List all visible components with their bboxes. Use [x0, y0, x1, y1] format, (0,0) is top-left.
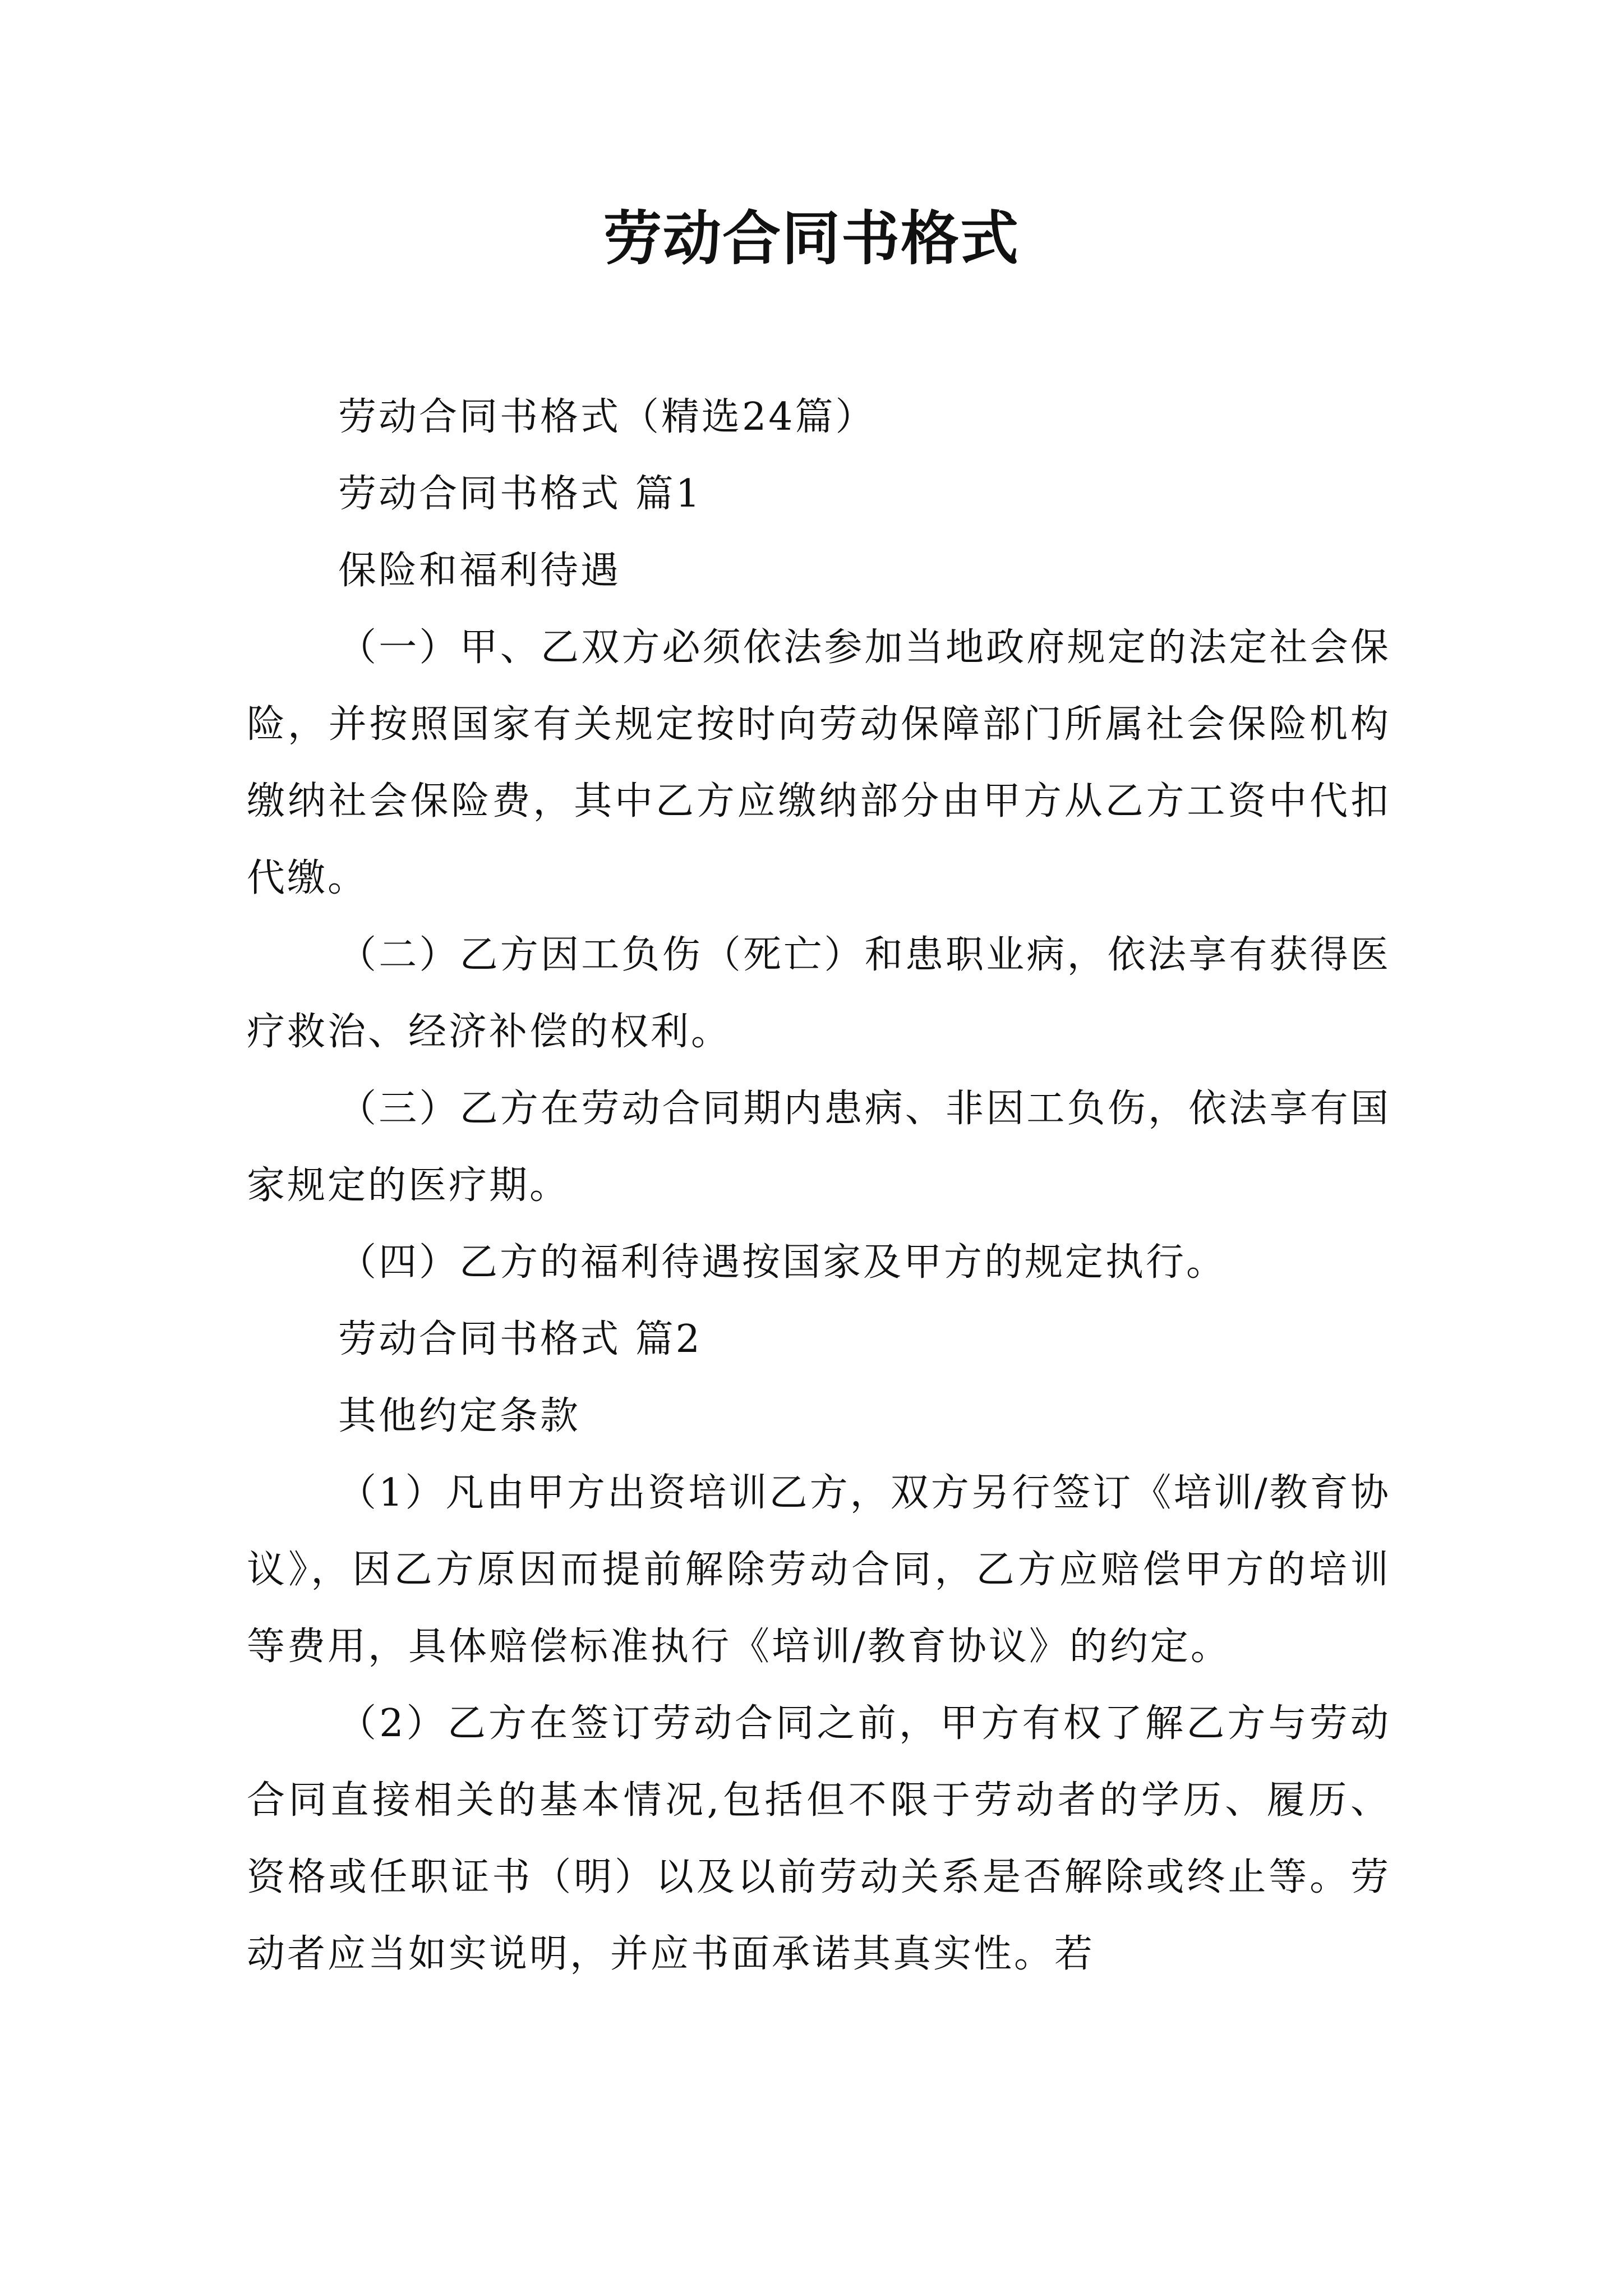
- paragraph-clause-title-insurance: 保险和福利待遇: [338, 549, 621, 593]
- paragraph-section-heading-1: 劳动合同书格式 篇1: [338, 472, 702, 516]
- paragraph-clause-4: （四）乙方的福利待遇按国家及甲方的规定执行。: [338, 1240, 1227, 1285]
- paragraph-clause-1: （一）甲、乙双方必须依法参加当地政府规定的法定社会保险，并按照国家有关规定按时向劳动保障部门所属社会保险机构缴纳社会保险费，其中乙方应缴纳部分由甲方从乙方工资中代扣代缴。: [247, 625, 1391, 900]
- document-body: [247, 379, 1391, 1993]
- paragraph-other-clause-1: （1）凡由甲方出资培训乙方，双方另行签订《培训/教育协议》，因乙方原因而提前解除劳动合同，乙方应赔偿甲方的培训等费用，具体赔偿标准执行《培训/教育协议》的约定。: [247, 1471, 1391, 1669]
- paragraph-clause-3: （三）乙方在劳动合同期内患病、非因工负伤，依法享有国家规定的医疗期。: [247, 1087, 1391, 1208]
- paragraph-clause-title-other: 其他约定条款: [338, 1394, 581, 1438]
- paragraph-section-heading-2: 劳动合同书格式 篇2: [338, 1317, 702, 1361]
- paragraph-other-clause-2: （2）乙方在签订劳动合同之前，甲方有权了解乙方与劳动合同直接相关的基本情况,包括但不限于劳动者的学历、履历、资格或任职证书（明）以及以前劳动关系是否解除或终止等。劳动者应当如实说明，并应书面承诺其真实性。若: [247, 1701, 1391, 1976]
- document-title: 劳动合同书格式: [603, 204, 1020, 273]
- paragraph-clause-2: （二）乙方因工负伤（死亡）和患职业病，依法享有获得医疗救治、经济补偿的权利。: [247, 933, 1391, 1054]
- paragraph-subtitle: 劳动合同书格式（精选24篇）: [338, 395, 876, 439]
